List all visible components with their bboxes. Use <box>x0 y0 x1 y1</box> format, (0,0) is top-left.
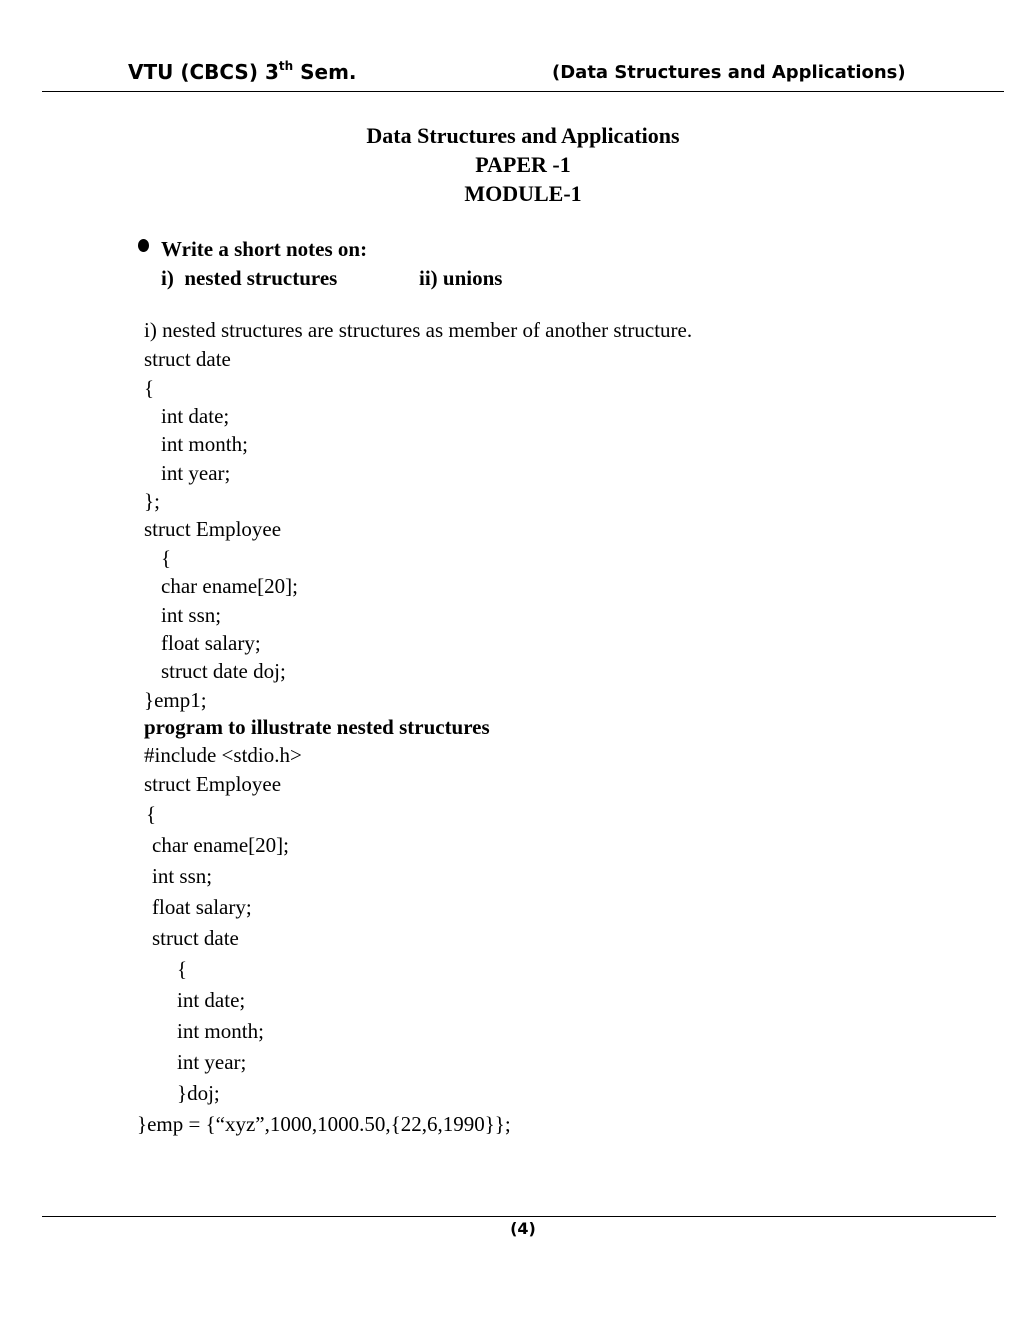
code-line: int ssn; <box>161 603 222 627</box>
code-line: int date; <box>161 404 230 428</box>
program-heading: program to illustrate nested structures <box>144 715 490 739</box>
code-line: { <box>144 376 155 400</box>
header-left-tail: Sem. <box>293 60 357 84</box>
code-line: struct Employee <box>144 517 282 541</box>
program-line: int date; <box>177 988 246 1012</box>
header-left-main: VTU (CBCS) 3 <box>128 60 279 84</box>
program-line: { <box>146 802 157 826</box>
code-line: }emp1; <box>144 688 207 712</box>
code-line: { <box>161 546 172 570</box>
code-line: float salary; <box>161 631 261 655</box>
code-line: struct date <box>144 347 231 371</box>
program-line: int year; <box>177 1050 247 1074</box>
program-line: int ssn; <box>152 864 213 888</box>
question-part-1: i) nested structures <box>161 266 338 290</box>
program-line: struct date <box>152 926 239 950</box>
question-part-2: ii) unions <box>419 266 503 290</box>
code-line: int month; <box>161 432 248 456</box>
program-line: struct Employee <box>144 772 282 796</box>
paper-label: PAPER -1 <box>475 152 571 177</box>
code-line: struct date doj; <box>161 659 286 683</box>
program-line: #include <stdio.h> <box>144 743 302 767</box>
header-divider <box>42 91 1004 92</box>
program-line: }emp = {“xyz”,1000,1000.50,{22,6,1990}}; <box>137 1112 511 1136</box>
document-title: Data Structures and Applications <box>366 123 680 148</box>
answer-intro: i) nested structures are structures as member of another structure. <box>144 318 693 342</box>
code-line: }; <box>144 489 160 513</box>
header-left-superscript: th <box>278 59 294 73</box>
program-line: { <box>177 957 188 981</box>
code-line: int year; <box>161 461 231 485</box>
module-label: MODULE-1 <box>464 181 582 206</box>
footer-divider <box>42 1216 996 1217</box>
header-right: (Data Structures and Applications) <box>552 62 906 83</box>
program-line: }doj; <box>177 1081 220 1105</box>
question-prompt: Write a short notes on: <box>161 237 368 261</box>
program-line: float salary; <box>152 895 252 919</box>
page-number: (4) <box>510 1219 536 1238</box>
header-left <box>128 60 357 84</box>
program-line: char ename[20]; <box>152 833 290 857</box>
program-line: int month; <box>177 1019 264 1043</box>
bullet-icon <box>138 239 149 252</box>
code-line: char ename[20]; <box>161 574 299 598</box>
